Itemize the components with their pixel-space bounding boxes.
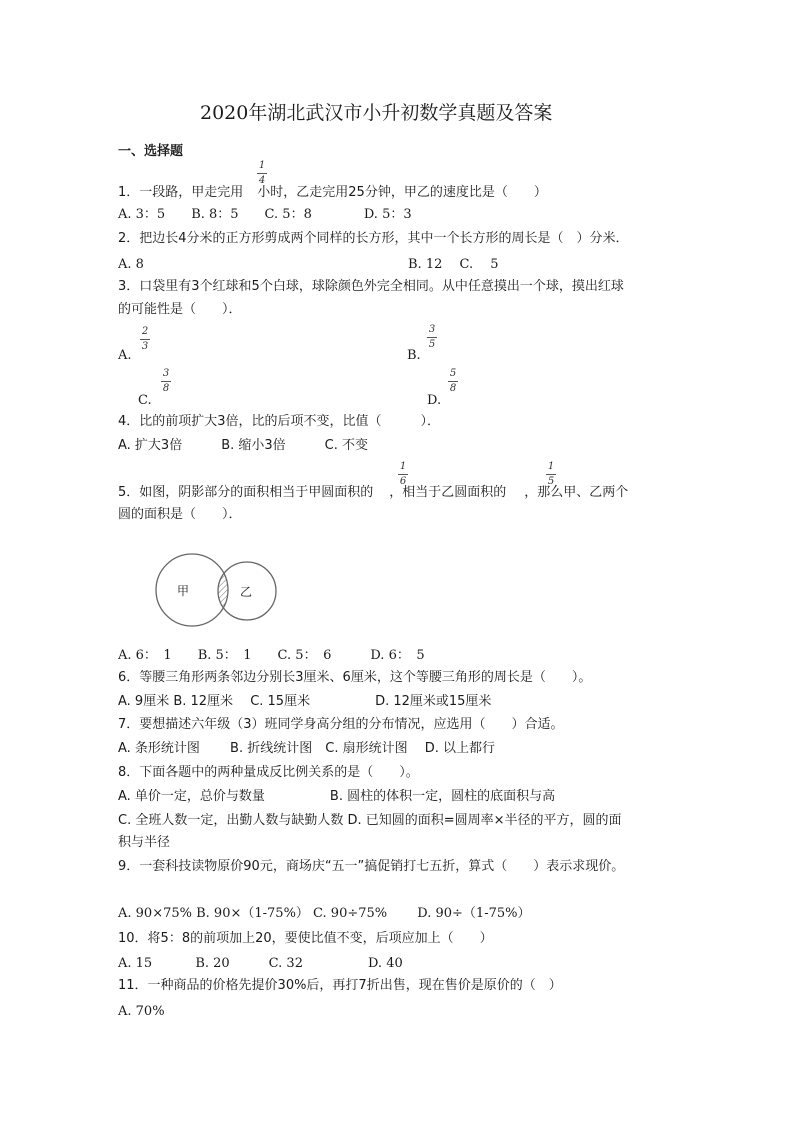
fraction-denominator: 5 (547, 476, 555, 487)
section-heading: 一、选择题 (118, 144, 184, 159)
question-3-line-1: 3．口袋里有3个红球和5个白球，球除颜色外完全相同。从中任意摸出一个球，摸出红球 (118, 279, 624, 294)
question-8-options-ab: A. 单价一定，总价与数量 B. 圆柱的体积一定，圆柱的底面积与高 (118, 789, 556, 804)
question-10-text: 10．将5：8的前项加上20，要使比值不变，后项应加上（ ） (118, 931, 493, 946)
question-6-text: 6．等腰三角形两条邻边分别长3厘米、6厘米，这个等腰三角形的周长是（ ）。 (118, 670, 592, 685)
circle-jia (156, 554, 228, 626)
question-7-options: A. 条形统计图 B. 折线统计图 C. 扇形统计图 D. 以上都行 (118, 741, 495, 756)
question-10-options: A. 15 B. 20 C. 32 D. 40 (118, 956, 403, 971)
question-7-text: 7．要想描述六年级（3）班同学身高分组的分布情况，应选用（ ）合适。 (118, 717, 564, 732)
question-1-pre: 1．一段路，甲走完用 (118, 185, 244, 200)
fraction-denominator: 5 (428, 339, 436, 350)
question-4-text: 4．比的前项扩大3倍，比的后项不变，比值（ ）． (118, 414, 441, 429)
fraction-denominator: 3 (141, 341, 149, 352)
question-1-fraction (257, 161, 267, 186)
fraction-denominator: 6 (399, 476, 407, 487)
question-5-text (118, 485, 628, 501)
question-2-options-bcd: B. 12 C. 5 (408, 257, 499, 272)
question-9-options: A. 90×75% B. 90×（1-75%） C. 90÷75% D. 90÷（1-75%） (118, 906, 531, 921)
question-3-line-2: 的可能性是（ ）． (118, 302, 242, 317)
fraction-numerator: 1 (258, 160, 266, 171)
question-5-fraction-1 (398, 462, 408, 487)
question-8-text: 8．下面各题中的两种量成反比例关系的是（ ）。 (118, 765, 419, 780)
question-8-options-cd: C. 全班人数一定，出勤人数与缺勤人数 D. 已知圆的面积=圆周率×半径的平方，圆的面 (118, 813, 622, 828)
question-5-line-2: 圆的面积是（ ）． (118, 507, 242, 522)
question-11-text: 11．一种商品的价格先提价30%后，再打7折出售，现在售价是原价的（ ） (118, 978, 562, 993)
question-1-text (118, 185, 547, 201)
fraction-denominator: 8 (449, 383, 457, 394)
fraction-numerator: 3 (162, 368, 170, 379)
fraction-denominator: 8 (162, 383, 170, 394)
question-3-option-b-fraction (427, 325, 437, 350)
venn-diagram (150, 548, 280, 632)
question-5-options: A. 6： 1 B. 5： 1 C. 5： 6 D. 6： 5 (118, 648, 425, 663)
question-5-fraction-2 (546, 462, 556, 487)
question-11-option-a: A. 70% (118, 1004, 165, 1019)
question-3-option-d-fraction (448, 369, 458, 394)
fraction-numerator: 1 (399, 461, 407, 472)
fraction-denominator: 4 (258, 175, 266, 186)
circle-yi-label: 乙 (240, 585, 253, 599)
question-2-option-a: A. 8 (118, 257, 144, 272)
question-1-post: 小时，乙走完用25分钟，甲乙的速度比是（ ） (257, 185, 547, 200)
fraction-numerator: 5 (449, 368, 457, 379)
fraction-numerator: 1 (547, 461, 555, 472)
question-3-option-c-label: C. (138, 393, 152, 408)
question-3-option-a-fraction (140, 327, 150, 352)
fraction-numerator: 2 (141, 326, 149, 337)
question-5-mid: ，相当于乙圆面积的 (389, 485, 507, 500)
circle-jia-label: 甲 (177, 584, 190, 598)
question-3-option-a-label: A. (118, 348, 132, 363)
question-3-option-c-fraction (161, 369, 171, 394)
fraction-numerator: 3 (428, 324, 436, 335)
question-3-option-d-label: D. (427, 393, 442, 408)
question-5-pre: 5．如图，阴影部分的面积相当于甲圆面积的 (118, 485, 374, 500)
page-title: 2020年湖北武汉市小升初数学真题及答案 (200, 102, 553, 124)
question-9-text: 9．一套科技读物原价90元，商场庆“五一”搞促销打七五折，算式（ ）表示求现价。 (118, 859, 625, 874)
question-4-options: A. 扩大3倍 B. 缩小3倍 C. 不变 (118, 438, 368, 453)
question-6-options: A. 9厘米 B. 12厘米 C. 15厘米 D. 12厘米或15厘米 (118, 694, 492, 709)
question-5-post: ，那么甲、乙两个 (524, 485, 629, 500)
question-3-option-b-label: B. (407, 348, 421, 363)
question-2-text: 2．把边长4分米的正方形剪成两个同样的长方形，其中一个长方形的周长是（ ）分米． (118, 231, 629, 246)
question-1-options: A. 3：5 B. 8：5 C. 5：8 D. 5：3 (118, 207, 412, 222)
question-8-options-cd-cont: 积与半径 (118, 835, 171, 850)
